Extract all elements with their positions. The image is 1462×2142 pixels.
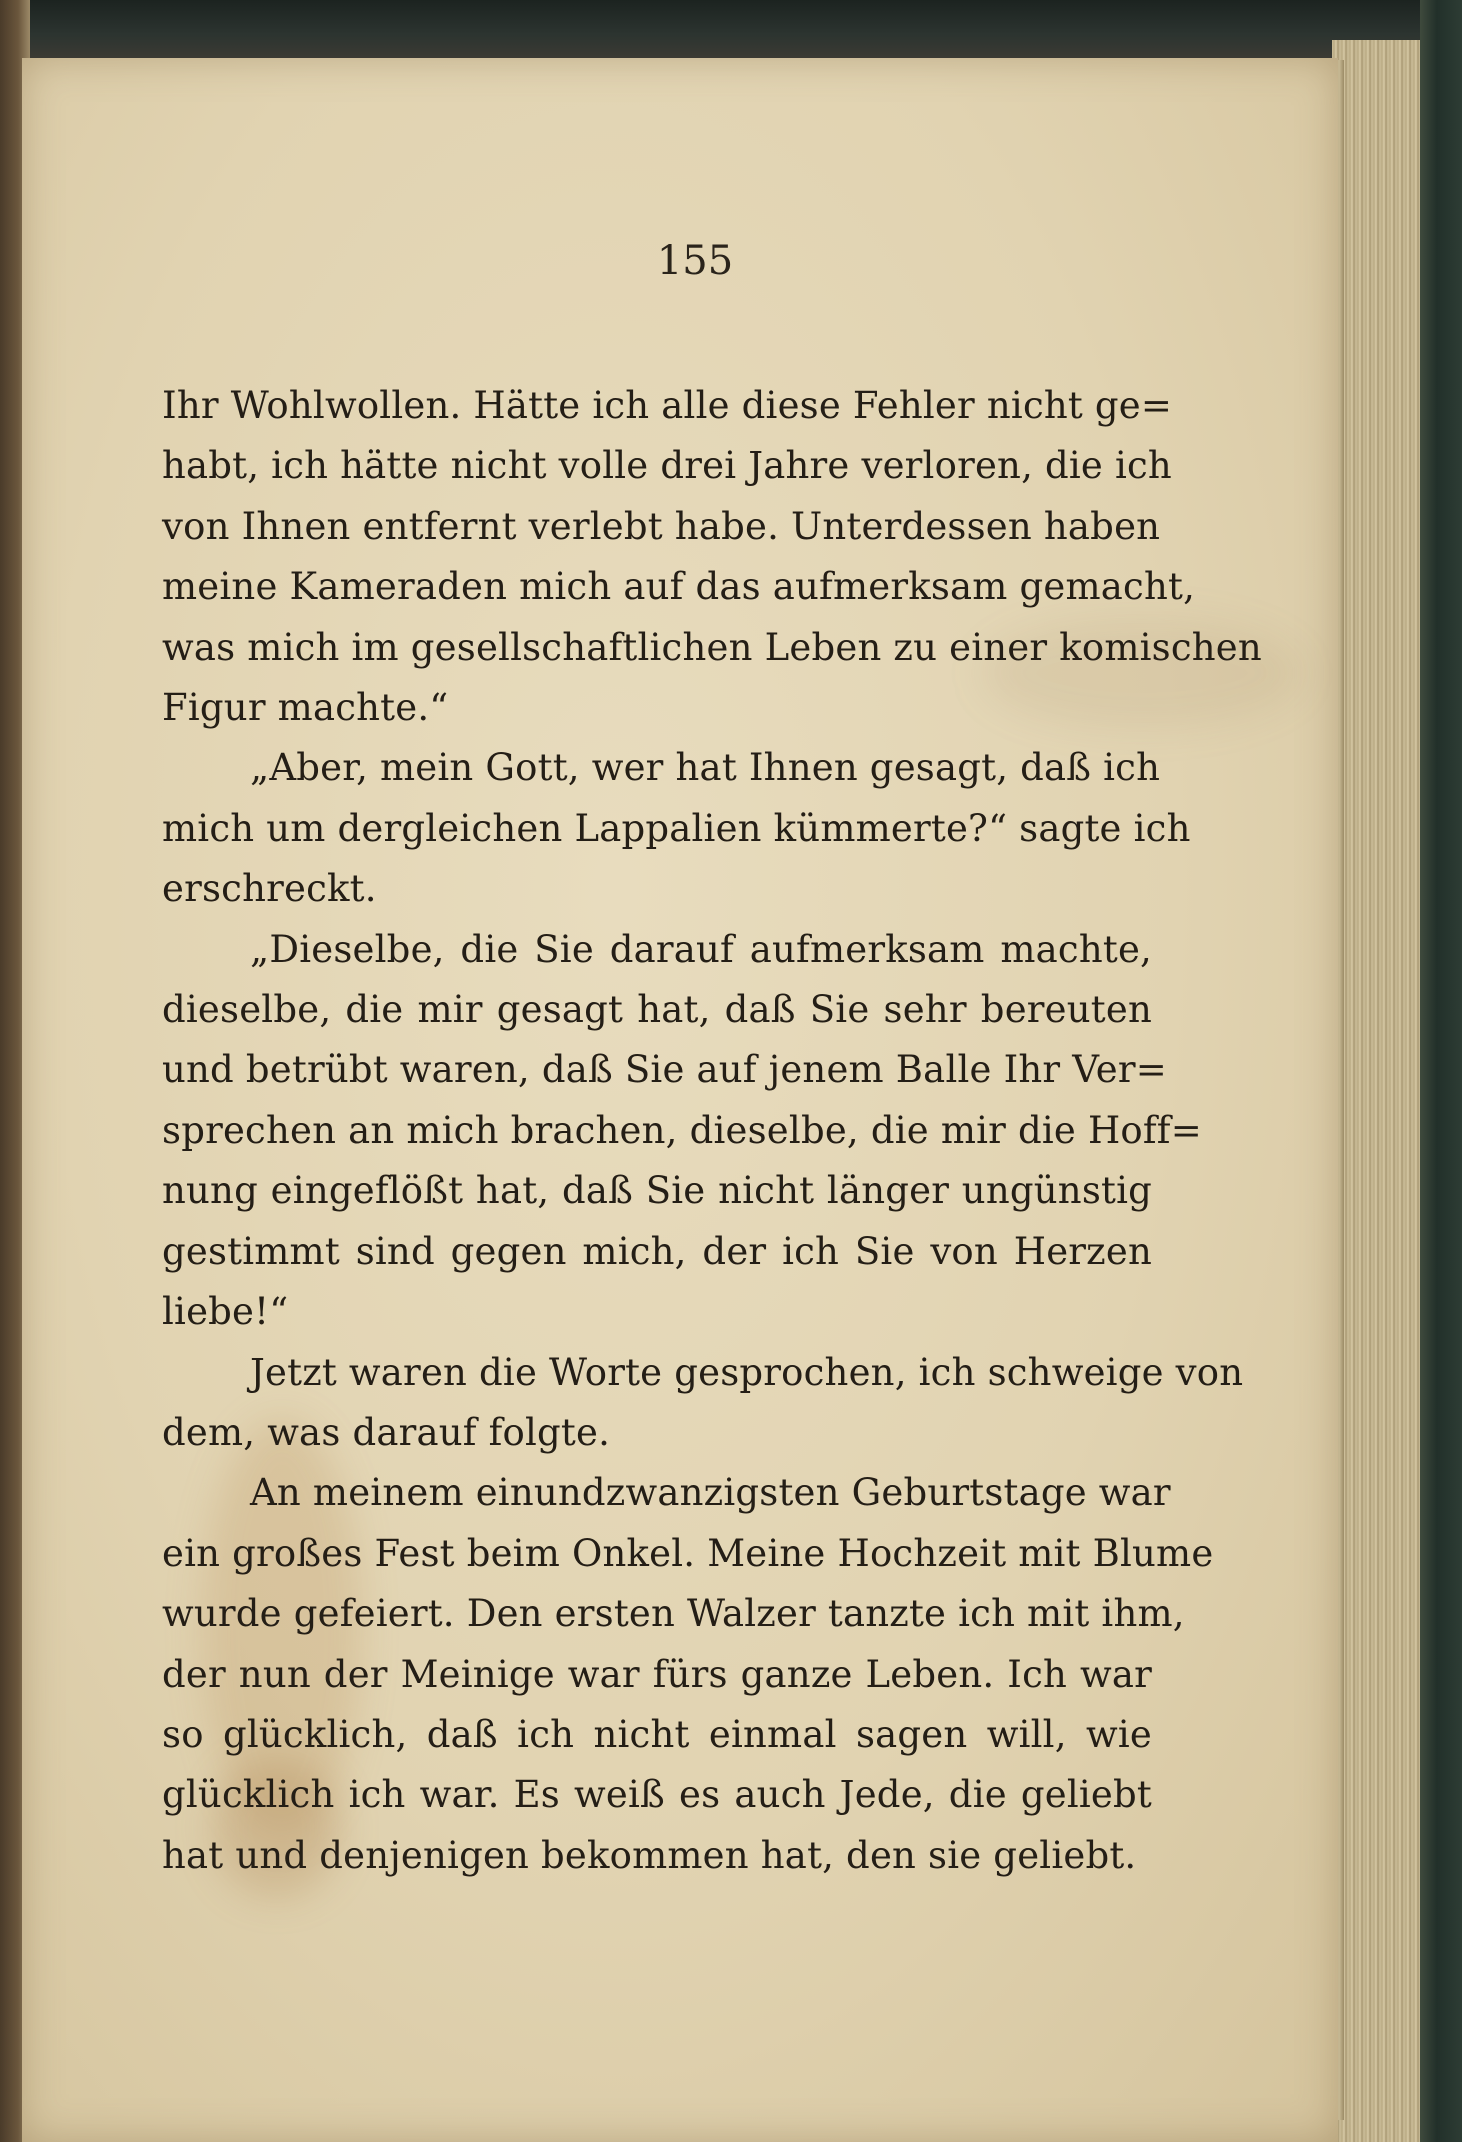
text-line: An meinem einundzwanzigsten Geburtstage war: [250, 1471, 1171, 1515]
text-line: und betrübt waren, daß Sie auf jenem Balle Ihr Ver=: [162, 1048, 1167, 1092]
text-line: Ihr Wohlwollen. Hätte ich alle diese Fehler nicht ge=: [162, 384, 1173, 427]
text-line: was mich im gesellschaftlichen Leben zu einer komischen: [162, 625, 1262, 669]
text-line: „Aber, mein Gott, wer hat Ihnen gesagt, daß ich: [250, 746, 1161, 790]
book-cover-top: [0, 0, 1462, 58]
text-line: mich um dergleichen Lappalien kümmerte?“ sagte ich: [162, 806, 1191, 850]
text-line: glücklich ich war. Es weiß es auch Jede, die geliebt: [162, 1773, 1152, 1817]
text-line: wurde gefeiert. Den ersten Walzer tanzte ich mit ihm,: [162, 1592, 1185, 1636]
text-line: meine Kameraden mich auf das aufmerksam gemacht,: [162, 565, 1196, 609]
book-page: [22, 58, 1338, 2142]
body-text: [162, 376, 1262, 1886]
text-line: hat und denjenigen bekommen hat, den sie geliebt.: [162, 1833, 1137, 1877]
book-cover-right: [1420, 0, 1462, 2142]
text-line: sprechen an mich brachen, dieselbe, die mir die Hoff=: [162, 1108, 1202, 1152]
text-line: liebe!“: [162, 1290, 289, 1334]
text-line: erschreckt.: [162, 867, 377, 911]
paragraph: [162, 738, 1191, 919]
text-line: gestimmt sind gegen mich, der ich Sie von Herzen: [162, 1229, 1152, 1273]
text-line: habt, ich hätte nicht volle drei Jahre verloren, die ich: [162, 444, 1172, 488]
text-line: so glücklich, daß ich nicht einmal sagen will, wie: [162, 1712, 1152, 1756]
text-line: „Dieselbe, die Sie darauf aufmerksam machte,: [250, 927, 1152, 971]
paragraph: [162, 920, 1202, 1343]
text-line: dieselbe, die mir gesagt hat, daß Sie sehr bereuten: [162, 988, 1152, 1032]
text-line: von Ihnen entfernt verlebt habe. Unterdessen haben: [162, 504, 1161, 548]
paragraph: [162, 376, 1262, 738]
text-line: Figur machte.“: [162, 686, 449, 730]
paragraph: [162, 1463, 1214, 1886]
text-line: ein großes Fest beim Onkel. Meine Hochzeit mit Blume: [162, 1531, 1214, 1575]
paragraph: [162, 1343, 1244, 1464]
text-line: Jetzt waren die Worte gesprochen, ich schweige von: [250, 1350, 1244, 1394]
text-line: dem, was darauf folgte.: [162, 1410, 611, 1454]
page-number: 155: [656, 238, 734, 284]
text-line: nung eingeflößt hat, daß Sie nicht länger ungünstig: [162, 1169, 1152, 1213]
text-line: der nun der Meinige war fürs ganze Leben. Ich war: [162, 1652, 1152, 1696]
